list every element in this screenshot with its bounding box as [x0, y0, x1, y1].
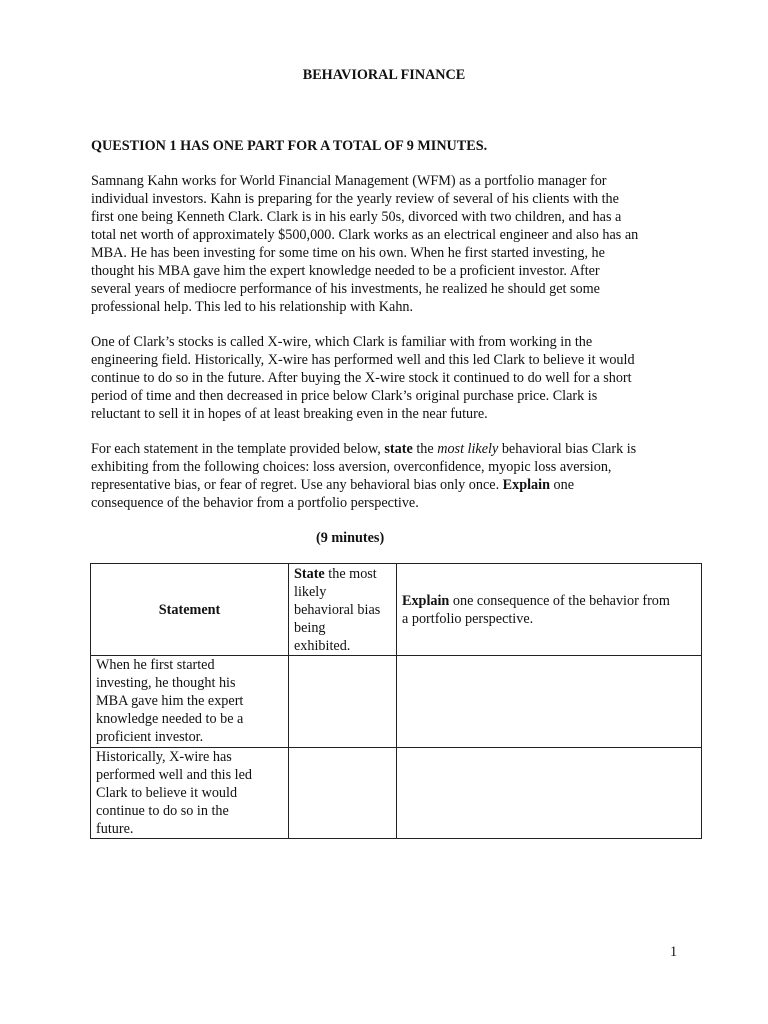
paragraph-line: Samnang Kahn works for World Financial Management (WFM) as a portfolio manager for [91, 173, 607, 189]
paragraph-line: first one being Kenneth Clark. Clark is in his early 50s, divorced with two children, and has a [91, 209, 622, 225]
paragraph-line: individual investors. Kahn is preparing for the yearly review of several of his clients with the [91, 191, 619, 207]
bias-answer-cell[interactable] [289, 656, 397, 748]
paragraph-line: period of time and then decreased in price below Clark’s original purchase price. Clark is [91, 388, 598, 404]
table-row [91, 748, 702, 839]
paragraph-line: several years of mediocre performance of his investments, he realized he should get some [91, 281, 600, 297]
page-number: 1 [670, 944, 678, 960]
paragraph-line: continue to do so in the future. After buying the X-wire stock it continued to do well for a short [91, 370, 632, 386]
statement-cell [91, 748, 289, 839]
instruction-text: For each statement in the template provided below, [91, 441, 385, 457]
header-text: likely [294, 584, 327, 600]
paragraph-line [91, 476, 661, 494]
statement-line: proficient investor. [96, 729, 204, 745]
case-paragraph-1 [91, 172, 661, 316]
explain-keyword: Explain [502, 477, 550, 493]
instruction-text: one [550, 477, 575, 493]
instruction-text: representative bias, or fear of regret. Use any behavioral bias only once. [91, 477, 503, 493]
statement-line: When he first started [96, 657, 215, 673]
consequence-answer-cell[interactable] [397, 748, 702, 839]
paragraph-line: engineering field. Historically, X-wire has performed well and this led Clark to believe it would [91, 352, 635, 368]
instruction-text: the [412, 441, 438, 457]
most-likely-emphasis: most likely [437, 441, 499, 457]
paragraph-line: One of Clark’s stocks is called X-wire, which Clark is familiar with from working in the [91, 334, 593, 350]
paragraph-line: reluctant to sell it in hopes of at least breaking even in the near future. [91, 406, 488, 422]
statement-line: knowledge needed to be a [96, 711, 244, 727]
paragraph-line: total net worth of approximately $500,000. Clark works as an electrical engineer and also has an [91, 227, 639, 243]
statement-line: Clark to believe it would [96, 785, 238, 801]
header-text: a portfolio perspective. [402, 610, 534, 627]
instructions-paragraph [91, 440, 661, 512]
state-keyword: state [384, 441, 413, 457]
header-text: behavioral bias [294, 602, 381, 618]
case-paragraph-2 [91, 333, 661, 423]
header-statement: Statement [91, 564, 289, 656]
statement-line: MBA gave him the expert [96, 693, 244, 709]
time-allotment: (9 minutes) [316, 530, 385, 546]
statement-line: Historically, X-wire has [96, 749, 232, 765]
instruction-text: behavioral bias Clark is [498, 441, 637, 457]
paragraph-line: professional help. This led to his relationship with Kahn. [91, 299, 414, 315]
table-row [91, 656, 702, 748]
statement-line: investing, he thought his [96, 675, 236, 691]
header-text: one consequence of the behavior from [449, 592, 670, 609]
statement-line: future. [96, 821, 134, 837]
header-text: the most [324, 566, 377, 582]
statement-line: performed well and this led [96, 767, 253, 783]
question-heading: QUESTION 1 HAS ONE PART FOR A TOTAL OF 9 MINUTES. [91, 138, 488, 154]
explain-header-keyword: Explain [402, 592, 450, 609]
bias-answer-cell[interactable] [289, 748, 397, 839]
table-header-row [91, 564, 702, 656]
state-header-keyword: State [294, 566, 325, 582]
paragraph-line: thought his MBA gave him the expert knowledge needed to be a proficient investor. After [91, 263, 600, 279]
paragraph-line: MBA. He has been investing for some time on his own. When he first started investing, he [91, 245, 605, 261]
page-title: BEHAVIORAL FINANCE [302, 67, 466, 83]
header-state-bias [289, 564, 397, 656]
header-explain-consequence [397, 564, 702, 656]
answer-template-table [90, 563, 702, 839]
paragraph-line: exhibiting from the following choices: loss aversion, overconfidence, myopic loss aversion, [91, 459, 612, 475]
consequence-answer-cell[interactable] [397, 656, 702, 748]
paragraph-line: consequence of the behavior from a portfolio perspective. [91, 495, 419, 511]
statement-line: continue to do so in the [96, 803, 229, 819]
paragraph-line [91, 440, 661, 458]
statement-cell [91, 656, 289, 748]
header-text: exhibited. [294, 638, 351, 654]
header-text: being [294, 620, 326, 636]
